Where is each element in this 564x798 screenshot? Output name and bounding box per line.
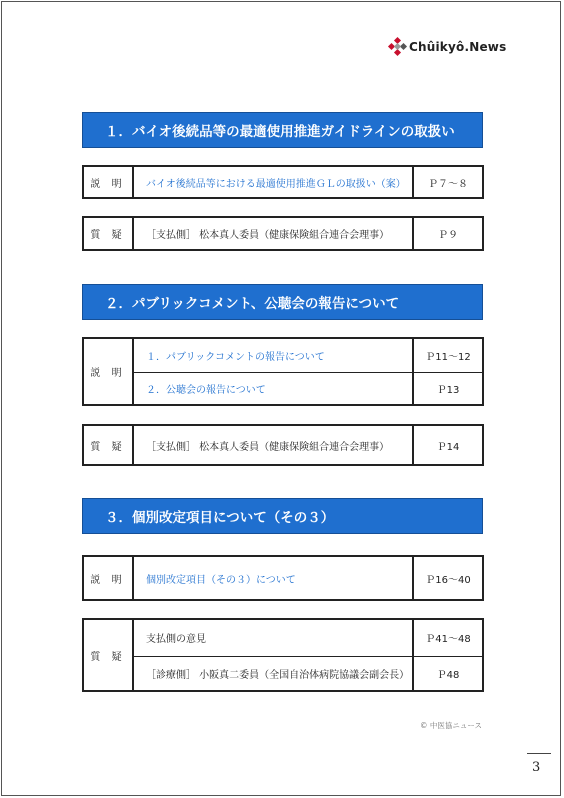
page-ref: Ｐ11～12 bbox=[413, 338, 483, 372]
explanation-item[interactable]: ２．公聴会の報告について bbox=[133, 372, 413, 405]
logo-mark-icon bbox=[388, 38, 406, 56]
question-item: ［診療側］ 小阪真二委員（全国自治体病院協議会副会長） bbox=[133, 656, 413, 691]
page-ref: Ｐ７～８ bbox=[413, 166, 483, 198]
section-3-title: ３．個別改定項目について（その３） bbox=[82, 498, 483, 534]
page-ref: Ｐ41～48 bbox=[413, 619, 483, 656]
logo bbox=[388, 38, 506, 56]
section-1-explanation-table bbox=[82, 165, 484, 199]
page-ref: Ｐ14 bbox=[413, 425, 483, 465]
page-ref: Ｐ48 bbox=[413, 656, 483, 691]
page-number-rule bbox=[527, 753, 551, 754]
page-number: 3 bbox=[532, 760, 541, 775]
explanation-label: 説 明 bbox=[83, 166, 133, 198]
explanation-item[interactable]: １．パブリックコメントの報告について bbox=[133, 338, 413, 372]
logo-text: Chûikyô.News bbox=[409, 40, 507, 54]
page-ref: Ｐ16～40 bbox=[413, 556, 483, 600]
section-2-title: ２．パブリックコメント、公聴会の報告について bbox=[82, 284, 483, 320]
questions-label: 質 疑 bbox=[83, 217, 133, 250]
page-ref: Ｐ13 bbox=[413, 372, 483, 405]
questions-label: 質 疑 bbox=[83, 425, 133, 465]
section-1-title: １．バイオ後続品等の最適使用推進ガイドラインの取扱い bbox=[82, 112, 483, 148]
section-2-explanation-table bbox=[82, 337, 484, 406]
copyright-text: © 中医協ニュース bbox=[420, 721, 483, 730]
explanation-label: 説 明 bbox=[83, 338, 133, 405]
section-3-questions-table bbox=[82, 618, 484, 692]
explanation-label: 説 明 bbox=[83, 556, 133, 600]
page-ref: Ｐ９ bbox=[413, 217, 483, 250]
question-item: ［支払側］ 松本真人委員（健康保険組合連合会理事） bbox=[133, 217, 413, 250]
section-1-questions-table bbox=[82, 216, 484, 251]
explanation-item[interactable]: 個別改定項目（その３）について bbox=[133, 556, 413, 600]
question-item: ［支払側］ 松本真人委員（健康保険組合連合会理事） bbox=[133, 425, 413, 465]
section-3-explanation-table bbox=[82, 555, 484, 601]
section-2-questions-table bbox=[82, 424, 484, 466]
questions-label: 質 疑 bbox=[83, 619, 133, 691]
question-item: 支払側の意見 bbox=[133, 619, 413, 656]
explanation-item[interactable]: バイオ後続品等における最適使用推進ＧＬの取扱い（案） bbox=[133, 166, 413, 198]
